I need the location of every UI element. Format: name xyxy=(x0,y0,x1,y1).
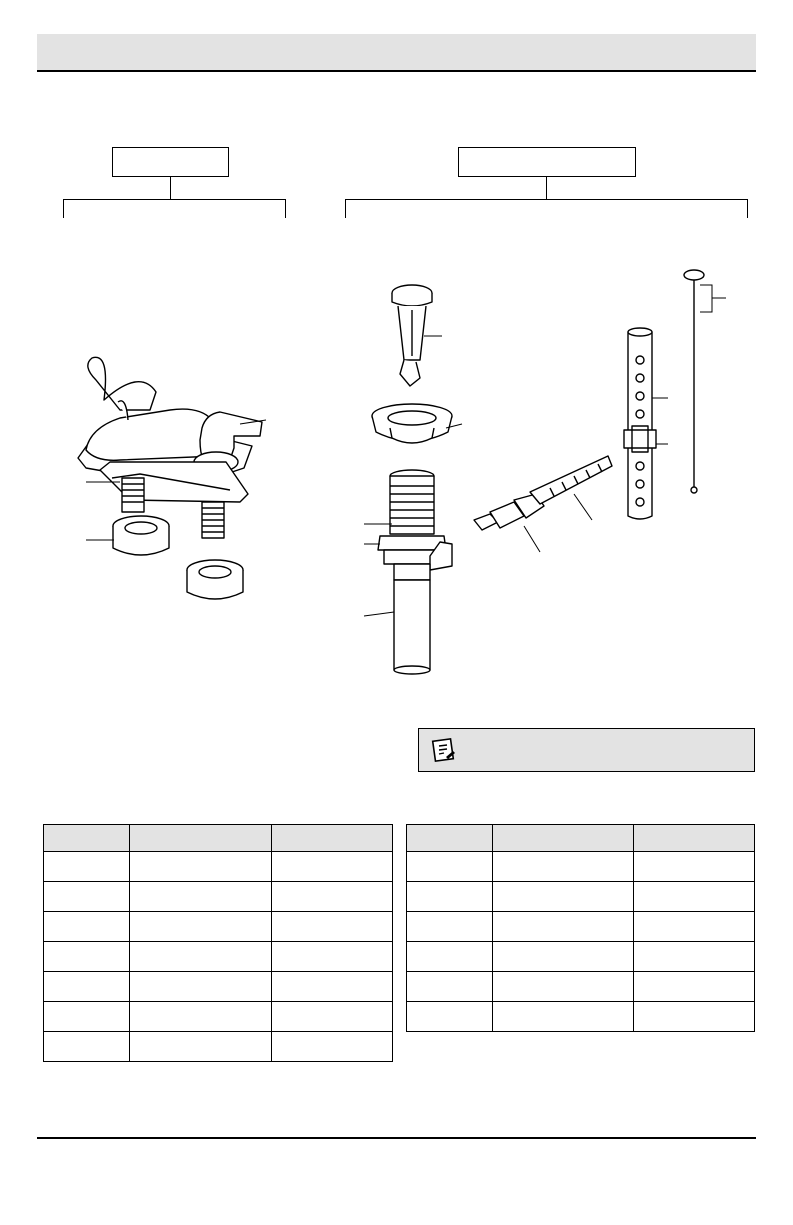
table-cell xyxy=(129,972,272,1002)
footer-rule xyxy=(37,1137,756,1139)
table-cell xyxy=(129,852,272,882)
table-cell xyxy=(129,942,272,972)
table-cell xyxy=(129,1032,272,1062)
table-cell xyxy=(634,852,755,882)
faucet-body xyxy=(78,357,262,538)
table-row xyxy=(44,1002,393,1032)
table-row xyxy=(407,882,755,912)
table-header xyxy=(129,825,272,852)
table-cell xyxy=(272,1032,393,1062)
table-cell xyxy=(272,942,393,972)
drain-flange xyxy=(372,404,452,443)
table-row xyxy=(407,972,755,1002)
table-cell xyxy=(407,972,493,1002)
note-icon xyxy=(431,737,457,763)
table-cell xyxy=(407,852,493,882)
table-row xyxy=(407,912,755,942)
table-row xyxy=(44,1032,393,1062)
table-row xyxy=(44,942,393,972)
table-row xyxy=(407,942,755,972)
parts-table-right xyxy=(406,824,755,1032)
table-cell xyxy=(44,852,130,882)
table-cell xyxy=(492,942,634,972)
table-cell xyxy=(492,972,634,1002)
table-cell xyxy=(492,912,634,942)
table-cell xyxy=(272,912,393,942)
table-row xyxy=(407,1002,755,1032)
table-cell xyxy=(129,1002,272,1032)
table-row xyxy=(44,852,393,882)
table-cell xyxy=(44,1002,130,1032)
table-header xyxy=(44,825,130,852)
table-header xyxy=(634,825,755,852)
table-cell xyxy=(272,972,393,1002)
note-box xyxy=(418,728,755,772)
table-header xyxy=(492,825,634,852)
table-cell xyxy=(407,942,493,972)
table-cell xyxy=(407,912,493,942)
table-row xyxy=(407,852,755,882)
table-cell xyxy=(634,942,755,972)
table-header xyxy=(407,825,493,852)
table-cell xyxy=(272,852,393,882)
table-cell xyxy=(492,882,634,912)
table-cell xyxy=(129,882,272,912)
table-row xyxy=(44,972,393,1002)
table-cell xyxy=(634,1002,755,1032)
lift-rod xyxy=(684,270,704,493)
table-cell xyxy=(44,882,130,912)
table-header xyxy=(272,825,393,852)
table-cell xyxy=(407,1002,493,1032)
table-cell xyxy=(272,882,393,912)
table-cell xyxy=(492,1002,634,1032)
table-cell xyxy=(44,942,130,972)
table-cell xyxy=(492,852,634,882)
table-cell xyxy=(272,1002,393,1032)
table-cell xyxy=(634,972,755,1002)
table-cell xyxy=(44,912,130,942)
drain-body xyxy=(378,470,452,674)
parts-table-left xyxy=(43,824,393,1062)
table-cell xyxy=(129,912,272,942)
table-cell xyxy=(407,882,493,912)
table-cell xyxy=(634,912,755,942)
table-row xyxy=(44,912,393,942)
table-cell xyxy=(44,1032,130,1062)
table-cell xyxy=(634,882,755,912)
table-cell xyxy=(44,972,130,1002)
table-row xyxy=(44,882,393,912)
extension-strap xyxy=(624,328,656,519)
